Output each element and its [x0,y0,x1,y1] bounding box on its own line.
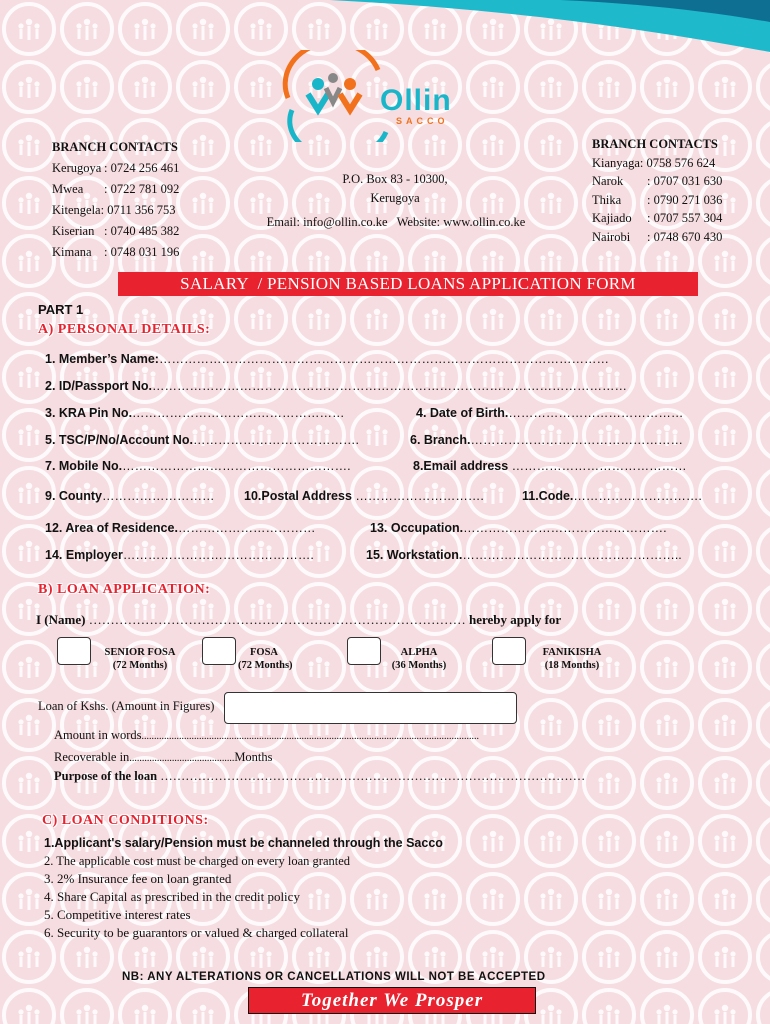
branch-name: Kianyaga [592,155,640,170]
field-label: I (Name) [36,612,86,627]
branch-name: Mwea [52,182,84,196]
recoverable-field[interactable] [54,750,273,765]
branch-name: Nairobi [592,229,631,244]
field-label: Purpose of the loan [54,769,158,783]
area-of-residence-field[interactable] [45,521,315,535]
condition-item: 4. Share Capital as prescribed in the credit policy [44,889,300,904]
branch-row [592,172,722,191]
branch-phone: : 0740 485 382 [104,224,180,238]
tsc-account-field[interactable] [45,433,359,447]
field-label: 5. TSC/P/No/Account No. [45,433,193,447]
right-branch-contacts [592,135,722,246]
alpha-checkbox[interactable] [347,637,381,665]
loan-amount-input[interactable] [224,692,517,724]
branch-phone: : 0790 271 036 [647,192,723,207]
branch-name: Kerugoya [52,161,102,175]
branch-row [52,179,179,200]
field-label: 14. Employer [45,548,123,562]
fill-line: …………………………………………………………………………… [85,612,469,627]
branch-name: Thika [592,192,622,207]
fanikisha-checkbox[interactable] [492,637,526,665]
branch-row [52,158,179,179]
applicant-name-field[interactable] [36,612,561,628]
branch-name: Narok [592,174,624,188]
branch-field[interactable] [410,433,683,447]
branch-row [592,228,722,247]
fosa-checkbox[interactable] [202,637,236,665]
nb-notice: NB: ANY ALTERATIONS OR CANCELLATIONS WILL NOT BE ACCEPTED [122,971,546,983]
loan-amount-label: Loan of Kshs. (Amount in Figures) [38,699,215,713]
amount-in-words-field[interactable] [54,728,479,743]
product-name: SENIOR FOSA [104,647,176,658]
product-term: (36 Months) [391,660,447,671]
branch-row [52,200,179,221]
fill-line: ……………………………………………………………………………………………… [158,352,609,366]
product-term: (72 Months) [112,660,168,671]
field-label: Recoverable in [54,750,130,764]
field-label: 11.Code. [522,489,574,503]
email-field[interactable] [413,459,687,473]
section-c-heading: C) LOAN CONDITIONS: [42,813,209,828]
branch-name: Kiserian [52,224,95,238]
branch-phone: : 0724 256 461 [104,161,180,175]
branch-name: Kitengela [52,203,101,217]
product-label [238,646,308,672]
right-contacts-title: BRANCH CONTACTS [592,137,718,151]
section-a-heading: A) PERSONAL DETAILS: [38,322,211,337]
field-label: 3. KRA Pin No. [45,406,133,420]
fill-line: …………………………. [573,489,702,503]
email-website: Email: info@ollin.co.ke Website: www.ollin.co.ke [266,215,526,229]
postal-address-field[interactable] [244,489,484,503]
code-field[interactable] [522,489,702,503]
fill-line: .......................................... [129,753,235,764]
branch-phone: : 0711 356 753 [100,203,176,217]
condition-item: 6. Security to be guarantors or valued & charged collateral [44,925,349,940]
field-label: 1. Member’s Name: [45,352,159,366]
product-label [96,646,184,672]
field-label: 6. Branch. [410,433,471,447]
branch-phone: : 0707 557 304 [647,211,723,225]
field-label: 9. County [45,489,102,503]
branch-row [592,154,722,173]
fill-line: ....................................................................................................................................... [141,731,479,742]
workstation-field[interactable] [366,548,682,562]
county-field[interactable] [45,489,214,503]
field-suffix: Months [234,750,273,764]
branch-name: Kimana [52,245,92,259]
left-contacts-title: BRANCH CONTACTS [52,140,178,154]
logo-text: Ollin [380,84,452,117]
branch-row [592,191,722,210]
address-line-1: P.O. Box 83 - 10300, [342,172,448,186]
part-label: PART 1 [38,302,84,317]
fill-line: ……………………… [101,489,215,503]
fill-line: …………………………………………………………………………………………………… [151,379,627,393]
branch-phone: : 0758 576 624 [639,155,716,170]
condition-item: 1.Applicant's salary/Pension must be channeled through the Sacco [44,836,443,850]
fill-line: …………………………………………….. [462,548,682,562]
fill-line: …………………………………… [508,406,684,420]
field-label: 8.Email address [413,459,509,473]
loan-conditions-list [44,834,443,942]
condition-item: 5. Competitive interest rates [44,907,191,922]
condition-item: 3. 2% Insurance fee on loan granted [44,871,232,886]
employer-field[interactable] [45,548,314,562]
fill-line: …………………………. [351,489,484,503]
product-term: (72 Months) [238,660,293,671]
branch-name: Kajiado [592,211,632,225]
product-term: (18 Months) [544,660,600,671]
senior-fosa-checkbox[interactable] [57,637,91,665]
product-name: FOSA [250,647,279,658]
product-name: FANIKISHA [542,647,602,658]
branch-row [592,209,722,228]
branch-phone: : 0707 031 630 [647,174,723,188]
sacco-logo [268,50,488,142]
id-passport-field[interactable] [45,379,627,393]
branch-phone: : 0748 031 196 [104,245,180,259]
field-label: 10.Postal Address [244,489,352,503]
left-branch-contacts [52,137,179,263]
occupation-field[interactable] [370,521,667,535]
product-name: ALPHA [400,647,438,658]
fill-line: ………………………………………………………………………………………… [157,769,586,783]
fill-line: …………………………………………… [132,406,345,420]
form-title: SALARY / PENSION BASED LOANS APPLICATION FORM [118,272,698,296]
section-b-heading: B) LOAN APPLICATION: [38,582,211,597]
fill-line: ………………………………………………. [122,459,351,473]
product-label [532,646,612,672]
product-label [384,646,454,672]
field-suffix: hereby apply for [468,612,562,627]
branch-row [52,242,179,263]
field-label: 13. Occupation. [370,521,464,535]
fill-line: …………………………………… [508,459,687,473]
field-label: 4. Date of Birth. [416,406,509,420]
mobile-field[interactable] [45,459,351,473]
fill-line: ………………………………………. [122,548,314,562]
fill-line: …………………………………………… [470,433,683,447]
member-name-field[interactable] [45,352,609,366]
fill-line: …………………………………………. [463,521,667,535]
field-label: 7. Mobile No. [45,459,123,473]
address-line-2: Kerugoya [370,191,420,205]
fill-line: …………………………………. [192,433,359,447]
kra-pin-field[interactable] [45,406,345,420]
branch-phone: : 0748 670 430 [647,229,723,244]
date-of-birth-field[interactable] [416,406,683,420]
logo-subtext: SACCO [396,116,449,126]
field-label: 2. ID/Passport No. [45,379,152,393]
field-label: 15. Workstation. [366,548,463,562]
branch-row [52,221,179,242]
branch-phone: : 0722 781 092 [104,182,180,196]
condition-item: 2. The applicable cost must be charged on every loan granted [44,854,351,868]
loan-purpose-field[interactable] [54,769,585,784]
field-label: 12. Area of Residence. [45,521,178,535]
logo-mark-icon [268,50,488,142]
fill-line: …………………………… [177,521,316,535]
sacco-address [300,170,490,208]
slogan-banner: Together We Prosper [248,987,536,1014]
field-label: Amount in words [54,728,142,742]
